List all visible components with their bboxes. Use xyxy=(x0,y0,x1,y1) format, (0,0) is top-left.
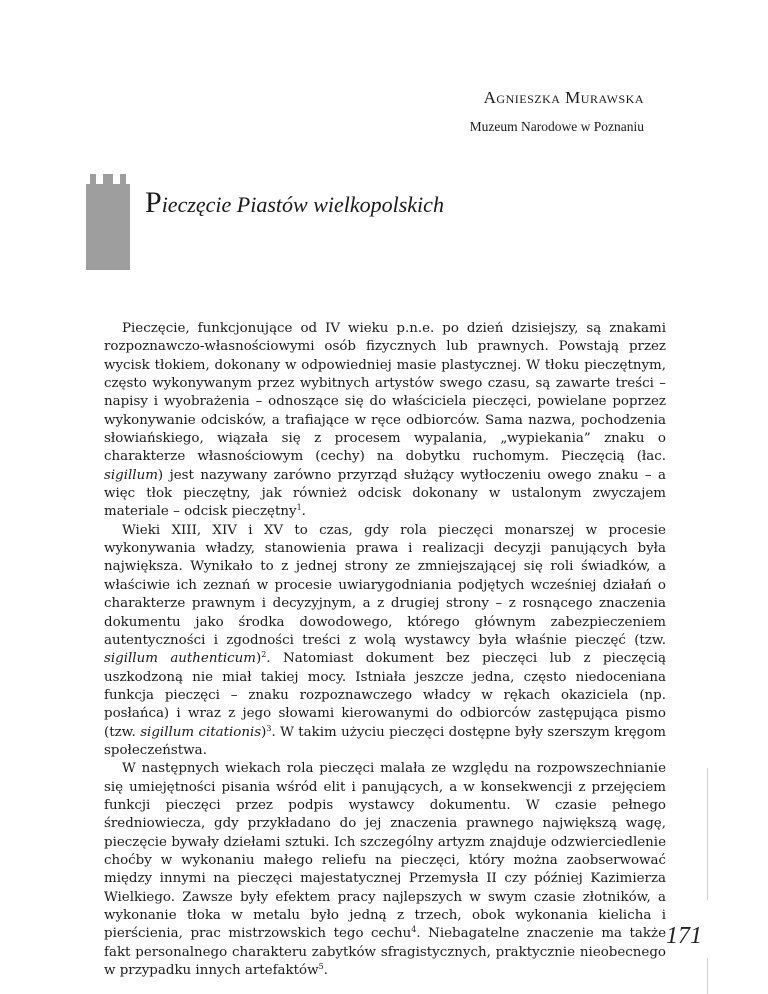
margin-rule-lower xyxy=(707,958,708,994)
footnote-ref: 5 xyxy=(318,962,324,972)
article-title xyxy=(145,186,444,220)
text-run: . Niebagatelne znaczenie ma także fakt personalnego charakteru zabytków sfragistycznych, praktycznie nieobecnego w przypadku innych artefaktów xyxy=(104,926,666,979)
text-run: ) xyxy=(255,651,262,667)
title-initial: P xyxy=(145,186,162,219)
title-rest: ieczęcie Piastów wielkopolskich xyxy=(161,192,444,217)
text-run: . Natomiast dokument bez pieczęci lub z pieczęcią uszkodzoną nie miał takiej mocy. Istniała jeszcze jedna, często niedoceniana funkcja pieczęci – znaku rozpoznawczego władcy w rękach okaziciela (np. posłańca) i wraz z jego słowami kierowanymi do odbiorców zastępująca pismo (tzw. xyxy=(104,651,666,740)
text-run: Pieczęcie, funkcjonujące od IV wieku p.n.e. po dzień dzisiejszy, są znakami rozpoznawczo-własnościowymi osób fizycznych lub prawnych. Powstają przez wycisk tłokiem, dokonany w odpowiedniej masie plastycznej. W tłoku pieczętnym, często wykonywanym przez wybitnych artystów swego czasu, są zawarte treści – napisy i wyobrażenia – odnoszące się do właściciela pieczęci, powielane poprzez wykonywanie odcisków, a trafiające w ręce odbiorców. Sama nazwa, pochodzenia słowiańskiego, wiązała się z procesem wypalania, „wypiekania” znaku o charakterze własnościowym (cechy) na dobytku ruchomym. Pieczęcią (łac. xyxy=(104,321,666,465)
author-affiliation: Muzeum Narodowe w Poznaniu xyxy=(469,119,644,134)
text-run: W następnych wiekach rola pieczęci malała ze względu na rozpowszechnianie się umiejętności pisania wśród elit i panujących, a w konsekwencji z przejęciem funkcji pieczęci przez podpis wystawcy dokumentu. W czasie pełnego średniowiecza, gdy przykładano do jej znaczenia prawnego największą wagę, pieczęcie bywały dziełami sztuki. Ich szczególny artyzm znajduje odzwierciedlenie choćby w wykonaniu małego reliefu na pieczęci, który można zaobserwować między innymi na pieczęci majestatycznej Przemysła II czy później Kazimierza Wielkiego. Zawsze były efektem pracy najlepszych w swym czasie złotników, a wykonanie tłoka w metalu było jedną z trzech, obok wykonania kielicha i pierścienia, prac mistrzowskich tego cechu xyxy=(104,761,666,942)
latin-term: sigillum citationis xyxy=(140,724,262,740)
footnote-ref: 3 xyxy=(266,723,272,733)
paragraph xyxy=(104,320,666,522)
paragraph xyxy=(104,760,666,980)
article-body xyxy=(104,320,666,980)
footnote-ref: 1 xyxy=(296,503,302,513)
footnote-ref: 4 xyxy=(411,925,417,935)
author-name: Agnieszka Murawska xyxy=(483,88,644,107)
page-number: 171 xyxy=(666,923,702,949)
latin-term: sigillum xyxy=(104,467,158,483)
castle-tower-icon xyxy=(86,174,130,270)
paragraph xyxy=(104,522,666,760)
margin-rule-upper xyxy=(707,768,708,900)
text-run: . xyxy=(301,504,306,520)
text-run: . W takim użyciu pieczęci dostępne były szerszym kręgom społeczeństwa. xyxy=(104,724,666,758)
text-run: ) xyxy=(261,724,267,740)
text-run: . xyxy=(323,963,328,979)
latin-term: sigillum authenticum xyxy=(104,651,256,667)
text-run: ) jest nazywany zarówno przyrząd służący wytłoczeniu owego znaku – a więc tłok pieczętny, jak również odcisk dokonany w ustalonym zwyczajem materiale – odcisk pieczętny xyxy=(104,467,666,520)
footnote-ref: 2 xyxy=(261,650,267,660)
text-run: Wieki XIII, XIV i XV to czas, gdy rola pieczęci monarszej w procesie wykonywania władzy, stanowienia prawa i realizacji decyzji panujących była największa. Wynikało to z jednej strony ze zmniejszającej się roli świadków, a właściwie ich zeznań w procesie uwiarygodniania podjętych wcześniej działań o charakterze prawnym i decyzyjnym, a z drugiej strony – z rosnącego znaczenia dokumentu jako środka dowodowego, którego głównym zabezpieczeniem autentyczności i zgodności treści z wolą wystawcy była właśnie pieczęć (tzw. xyxy=(104,522,666,648)
